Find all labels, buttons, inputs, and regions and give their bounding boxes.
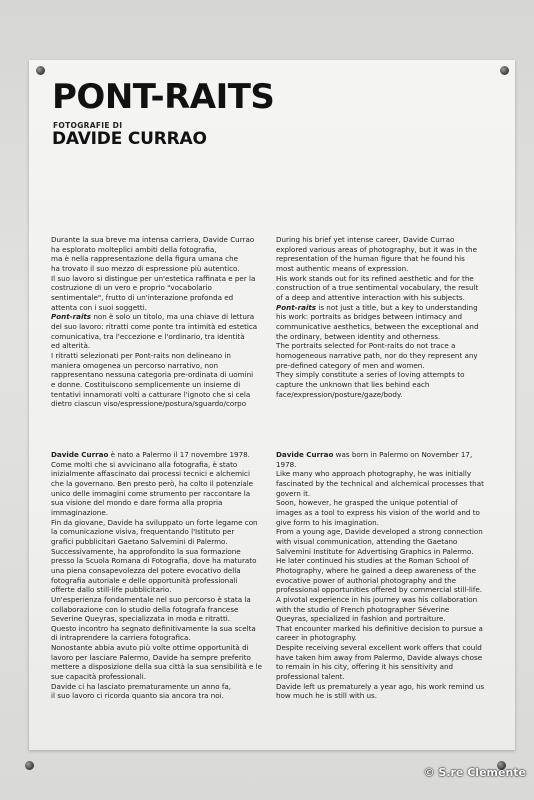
bio-en-name: Davide Currao xyxy=(276,450,334,459)
bio-en-first: was born in Palermo on November 17, xyxy=(333,450,473,459)
screw-icon xyxy=(25,761,34,770)
intro-english xyxy=(276,235,501,399)
intro-en-lines2: is not just a title, but a key to understanding his work: portraits as bridges between intimacy and communicative aesthetics, between the exceptional and the ordinary, between identity and otherness. The portraits selected for Pont-raits do not trace a homogeneous narrative path, nor do they represent any pre-defined category of men and women. They simply constitute a series of loving attempts to capture the unknown that lies behind each face/expression/posture/gaze/body. xyxy=(276,302,479,399)
panel-subtitle-small: FOTOGRAFIE DI xyxy=(53,121,123,130)
bio-en-lines: 1978. Like many who approach photography, he was initially fascinated by the technical and alchemical processes that govern it. Soon, however, he grasped the unique potential of images as a tool to express his vision of the world and to give form to his imagination. From a young age, Davide developed a strong connection with visual communication, attending the Gaetano Salvemini Institute for Advertising Graphics in Palermo. He later continued his studies at the Roman School of Photography, where he gained a deep awareness of the evocative power of authorial photography and the professional opportunities offered by commercial still-life. A pivotal experience in his journey was his collaboration with the studio of French photographer Séverine Queyras, specialized in fashion and portraiture. That encounter marked his definitive decision to pursue a career in photography. Despite receiving several excellent work offers that could have taken him away from Palermo, Davide always chose to remain in his city, offering it his sensitivity and professional talent. Davide left us prematurely a year ago, his work remind us how much he is still with us. xyxy=(276,459,485,701)
intro-italian xyxy=(51,235,271,409)
pontraits-term-it: Pont-raits xyxy=(51,312,92,322)
intro-it-lines2: non è solo un titolo, ma una chiave di lettura del suo lavoro: ritratti come ponte tra intimità ed estetica comunicativa, tra l'eccezione e l'ordinario, tra identità ed alterità. I ritratti selezionati per Pont-raits non delineano in maniera omogenea un percorso narrativo, non rappresentano nessuna categoria pre-ordinata di uomini e donne. Costituiscono semplicemente un insieme di tentativi innamorati volti a catturare l'ignoto che si cela dietro ciascun viso/espressione/postura/sguardo/corpo xyxy=(51,312,258,409)
intro-en-lines: During his brief yet intense career, Davide Currao explored various areas of photography, but it was in the representation of the human figure that he found his most authentic means of expression. His work stands out for its refined aesthetic and for the construction of a true sentimental vocabulary, the result of a deep and attentive interaction with his subjects. xyxy=(276,235,479,302)
bio-it-name: Davide Currao xyxy=(51,450,109,459)
screw-icon xyxy=(36,66,45,75)
photo-credit: © S.re Clemente xyxy=(423,766,526,779)
intro-it-lines: Durante la sua breve ma intensa carriera, Davide Currao ha esplorato molteplici ambiti della fotografia, ma è nella rappresentazione della figura umana che ha trovato il suo mezzo di espressione più autentico. Il suo lavoro si distingue per un'estetica raffinata e per la costruzione di un vero e proprio "vocabolario sentimentale", frutto di un'interazione profonda ed attenta con i suoi soggetti. xyxy=(51,235,256,312)
bio-english xyxy=(276,450,501,701)
photographer-name: DAVIDE CURRAO xyxy=(52,129,207,149)
pontraits-term-en: Pont-raits xyxy=(276,302,317,312)
panel-title: PONT-RAITS xyxy=(52,77,275,117)
bio-italian xyxy=(51,450,271,701)
bio-it-lines: Come molti che si avvicinano alla fotografia, è stato inizialmente affascinato dai processi tecnici e alchemici che la governano. Ben presto però, ha colto il potenziale unico delle immagini come strumento per raccontare la sua visione del mondo e dare forma alla propria immaginazione. Fin da giovane, Davide ha sviluppato un forte legame con la comunicazione visiva, frequentando l'Istituto per grafici pubblicitari Gaetano Salvemini di Palermo. Successivamente, ha approfondito la sua formazione presso la Scuola Romana di Fotografia, dove ha maturato una piena consapevolezza del potere evocativo della fotografia autoriale e delle opportunità professionali offerte dallo still-life pubblicitario. Un'esperienza fondamentale nel suo percorso è stata la collaborazione con lo studio della fotografa francese Severine Queyras, specializzata in moda e ritratti. Questo incontro ha segnato definitivamente la sua scelta di intraprendere la carriera fotografica. Nonostante abbia avuto più volte ottime opportunità di lavoro per lasciare Palermo, Davide ha sempre preferito mettere a disposizione della sua città la sua sensibilità e le sue capacità professionali. Davide ci ha lasciato prematuramente un anno fa, il suo lavoro ci ricorda quanto sia ancora tra noi. xyxy=(51,459,262,701)
screw-icon xyxy=(500,66,509,75)
bio-it-first: è nato a Palermo il 17 novembre 1978. xyxy=(108,450,250,459)
